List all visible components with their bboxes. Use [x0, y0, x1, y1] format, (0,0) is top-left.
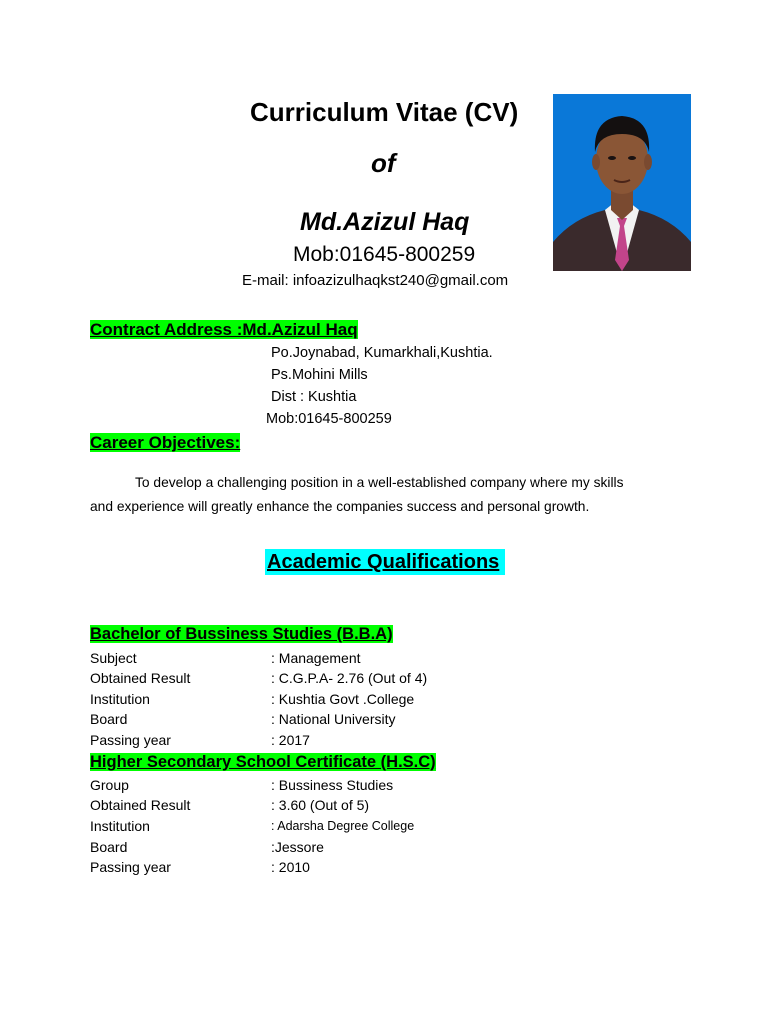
address-line: Po.Joynabad, Kumarkhali,Kushtia.: [271, 345, 493, 361]
row-value: : 2010: [271, 859, 310, 875]
row-value: : Adarsha Degree College: [271, 819, 415, 833]
row-label: Subject: [90, 650, 137, 666]
bba-row-board: [90, 711, 690, 731]
bba-heading: [90, 625, 393, 644]
bba-heading-text: Bachelor of Bussiness Studies (B.B.A): [90, 625, 393, 643]
academic-heading: [265, 551, 505, 574]
row-label: Obtained Result: [90, 797, 191, 813]
academic-heading-text: Academic Qualifications: [265, 549, 505, 575]
hsc-heading-text: Higher Secondary School Certificate (H.S.C): [90, 753, 436, 771]
row-value: : 3.60 (Out of 5): [271, 797, 370, 813]
contact-heading: [90, 320, 358, 340]
row-value: : Kushtia Govt .College: [271, 691, 415, 707]
row-value: : Bussiness Studies: [271, 777, 394, 793]
row-value: : Management: [271, 650, 361, 666]
row-label: Board: [90, 711, 128, 727]
row-label: Board: [90, 839, 128, 855]
address-line: Ps.Mohini Mills: [271, 367, 368, 383]
address-line: Dist : Kushtia: [271, 389, 357, 405]
hsc-row-board: [90, 839, 690, 859]
contact-heading-text: Contract Address :Md.Azizul Haq: [90, 320, 358, 339]
cv-title: Curriculum Vitae (CV): [250, 97, 519, 127]
row-label: Institution: [90, 691, 150, 707]
bba-row-institution: [90, 691, 690, 711]
bba-row-passing-year: [90, 732, 690, 752]
applicant-mobile: Mob:01645-800259: [293, 243, 476, 266]
row-value: : 2017: [271, 732, 310, 748]
row-label: Obtained Result: [90, 670, 191, 686]
applicant-email: E-mail: infoazizulhaqkst240@gmail.com: [242, 272, 509, 289]
hsc-row-result: [90, 797, 690, 817]
hsc-row-group: [90, 777, 690, 797]
row-value: :Jessore: [271, 839, 324, 855]
bba-row-subject: [90, 650, 690, 670]
row-value: : C.G.P.A- 2.76 (Out of 4): [271, 670, 428, 686]
row-label: Institution: [90, 818, 150, 834]
row-label: Passing year: [90, 859, 171, 875]
bba-row-result: [90, 670, 690, 690]
career-heading: [90, 433, 240, 453]
hsc-row-passing-year: [90, 859, 690, 879]
career-objective-line: To develop a challenging position in a well-established company where my skills: [135, 475, 624, 490]
address-mobile: Mob:01645-800259: [266, 411, 392, 427]
career-objective-line: and experience will greatly enhance the companies success and personal growth.: [90, 499, 590, 514]
cv-of-text: of: [371, 148, 396, 178]
hsc-row-institution: [90, 818, 690, 838]
row-value: : National University: [271, 711, 396, 727]
hsc-heading: [90, 753, 436, 772]
applicant-name: Md.Azizul Haq: [300, 208, 470, 236]
row-label: Passing year: [90, 732, 171, 748]
profile-photo: [553, 94, 691, 271]
row-label: Group: [90, 777, 129, 793]
career-heading-text: Career Objectives:: [90, 433, 241, 452]
